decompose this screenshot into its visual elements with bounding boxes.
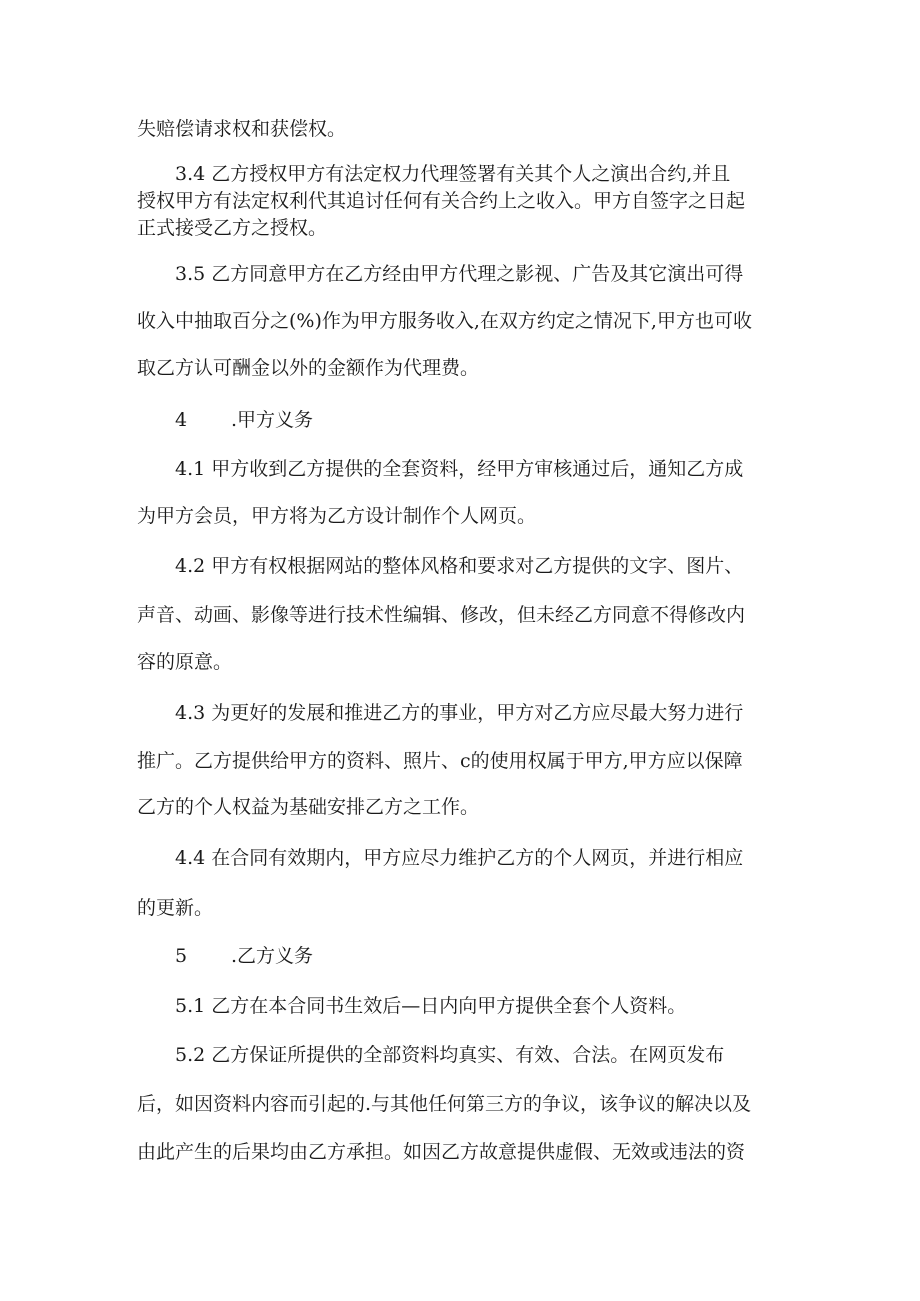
text-line: 4.1 甲方收到乙方提供的全套资料，经甲方审核通过后，通知乙方成 (175, 458, 744, 480)
text-line: 正式接受乙方之授权。 (137, 217, 328, 239)
text-line: 3.5 乙方同意甲方在乙方经由甲方代理之影视、广告及其它演出可得 (175, 263, 744, 285)
text-line: 4.4 在合同有效期内，甲方应尽力维护乙方的个人网页，并进行相应 (175, 847, 744, 869)
text-line: 5.2 乙方保证所提供的全部资料均真实、有效、合法。在网页发布 (175, 1044, 725, 1066)
text-line: 3.4 乙方授权甲方有法定权力代理签署有关其个人之演出合约,并且 (175, 163, 731, 185)
text-line: 后，如因资料内容而引起的.与其他任何第三方的争议，该争议的解决以及 (137, 1093, 752, 1115)
section-number: 5 (175, 945, 188, 967)
text-line: 为甲方会员，甲方将为乙方设计制作个人网页。 (137, 505, 537, 527)
section-title: .乙方义务 (231, 945, 314, 967)
text-line: 4.2 甲方有权根据网站的整体风格和要求对乙方提供的文字、图片、 (175, 555, 744, 577)
section-title: .甲方义务 (231, 409, 314, 431)
section-number: 4 (175, 409, 188, 431)
section-heading (175, 941, 835, 971)
text-line: 失赔偿请求权和获偿权。 (137, 118, 347, 140)
text-line: 取乙方认可酬金以外的金额作为代理费。 (137, 357, 480, 379)
text-line: 推广。乙方提供给甲方的资料、照片、c的使用权属于甲方,甲方应以保障 (137, 750, 743, 772)
text-line: 乙方的个人权益为基础安排乙方之工作。 (137, 796, 480, 818)
text-line: 声音、动画、影像等进行技术性编辑、修改，但未经乙方同意不得修改内 (137, 604, 746, 626)
text-line: 5.1 乙方在本合同书生效后—日内向甲方提供全套个人资料。 (175, 995, 687, 1017)
text-line: 的更新。 (137, 897, 214, 919)
text-line: 容的原意。 (137, 651, 233, 673)
text-line: 收入中抽取百分之(%)作为甲方服务收入,在双方约定之情况下,甲方也可收 (137, 310, 752, 332)
section-heading (175, 405, 835, 435)
text-line: 4.3 为更好的发展和推进乙方的事业，甲方对乙方应尽最大努力进行 (175, 702, 744, 724)
text-line: 授权甲方有法定权利代其追讨任何有关合约上之收入。甲方自签字之日起 (137, 190, 746, 212)
text-line: 由此产生的后果均由乙方承担。如因乙方故意提供虚假、无效或违法的资 (137, 1141, 746, 1163)
